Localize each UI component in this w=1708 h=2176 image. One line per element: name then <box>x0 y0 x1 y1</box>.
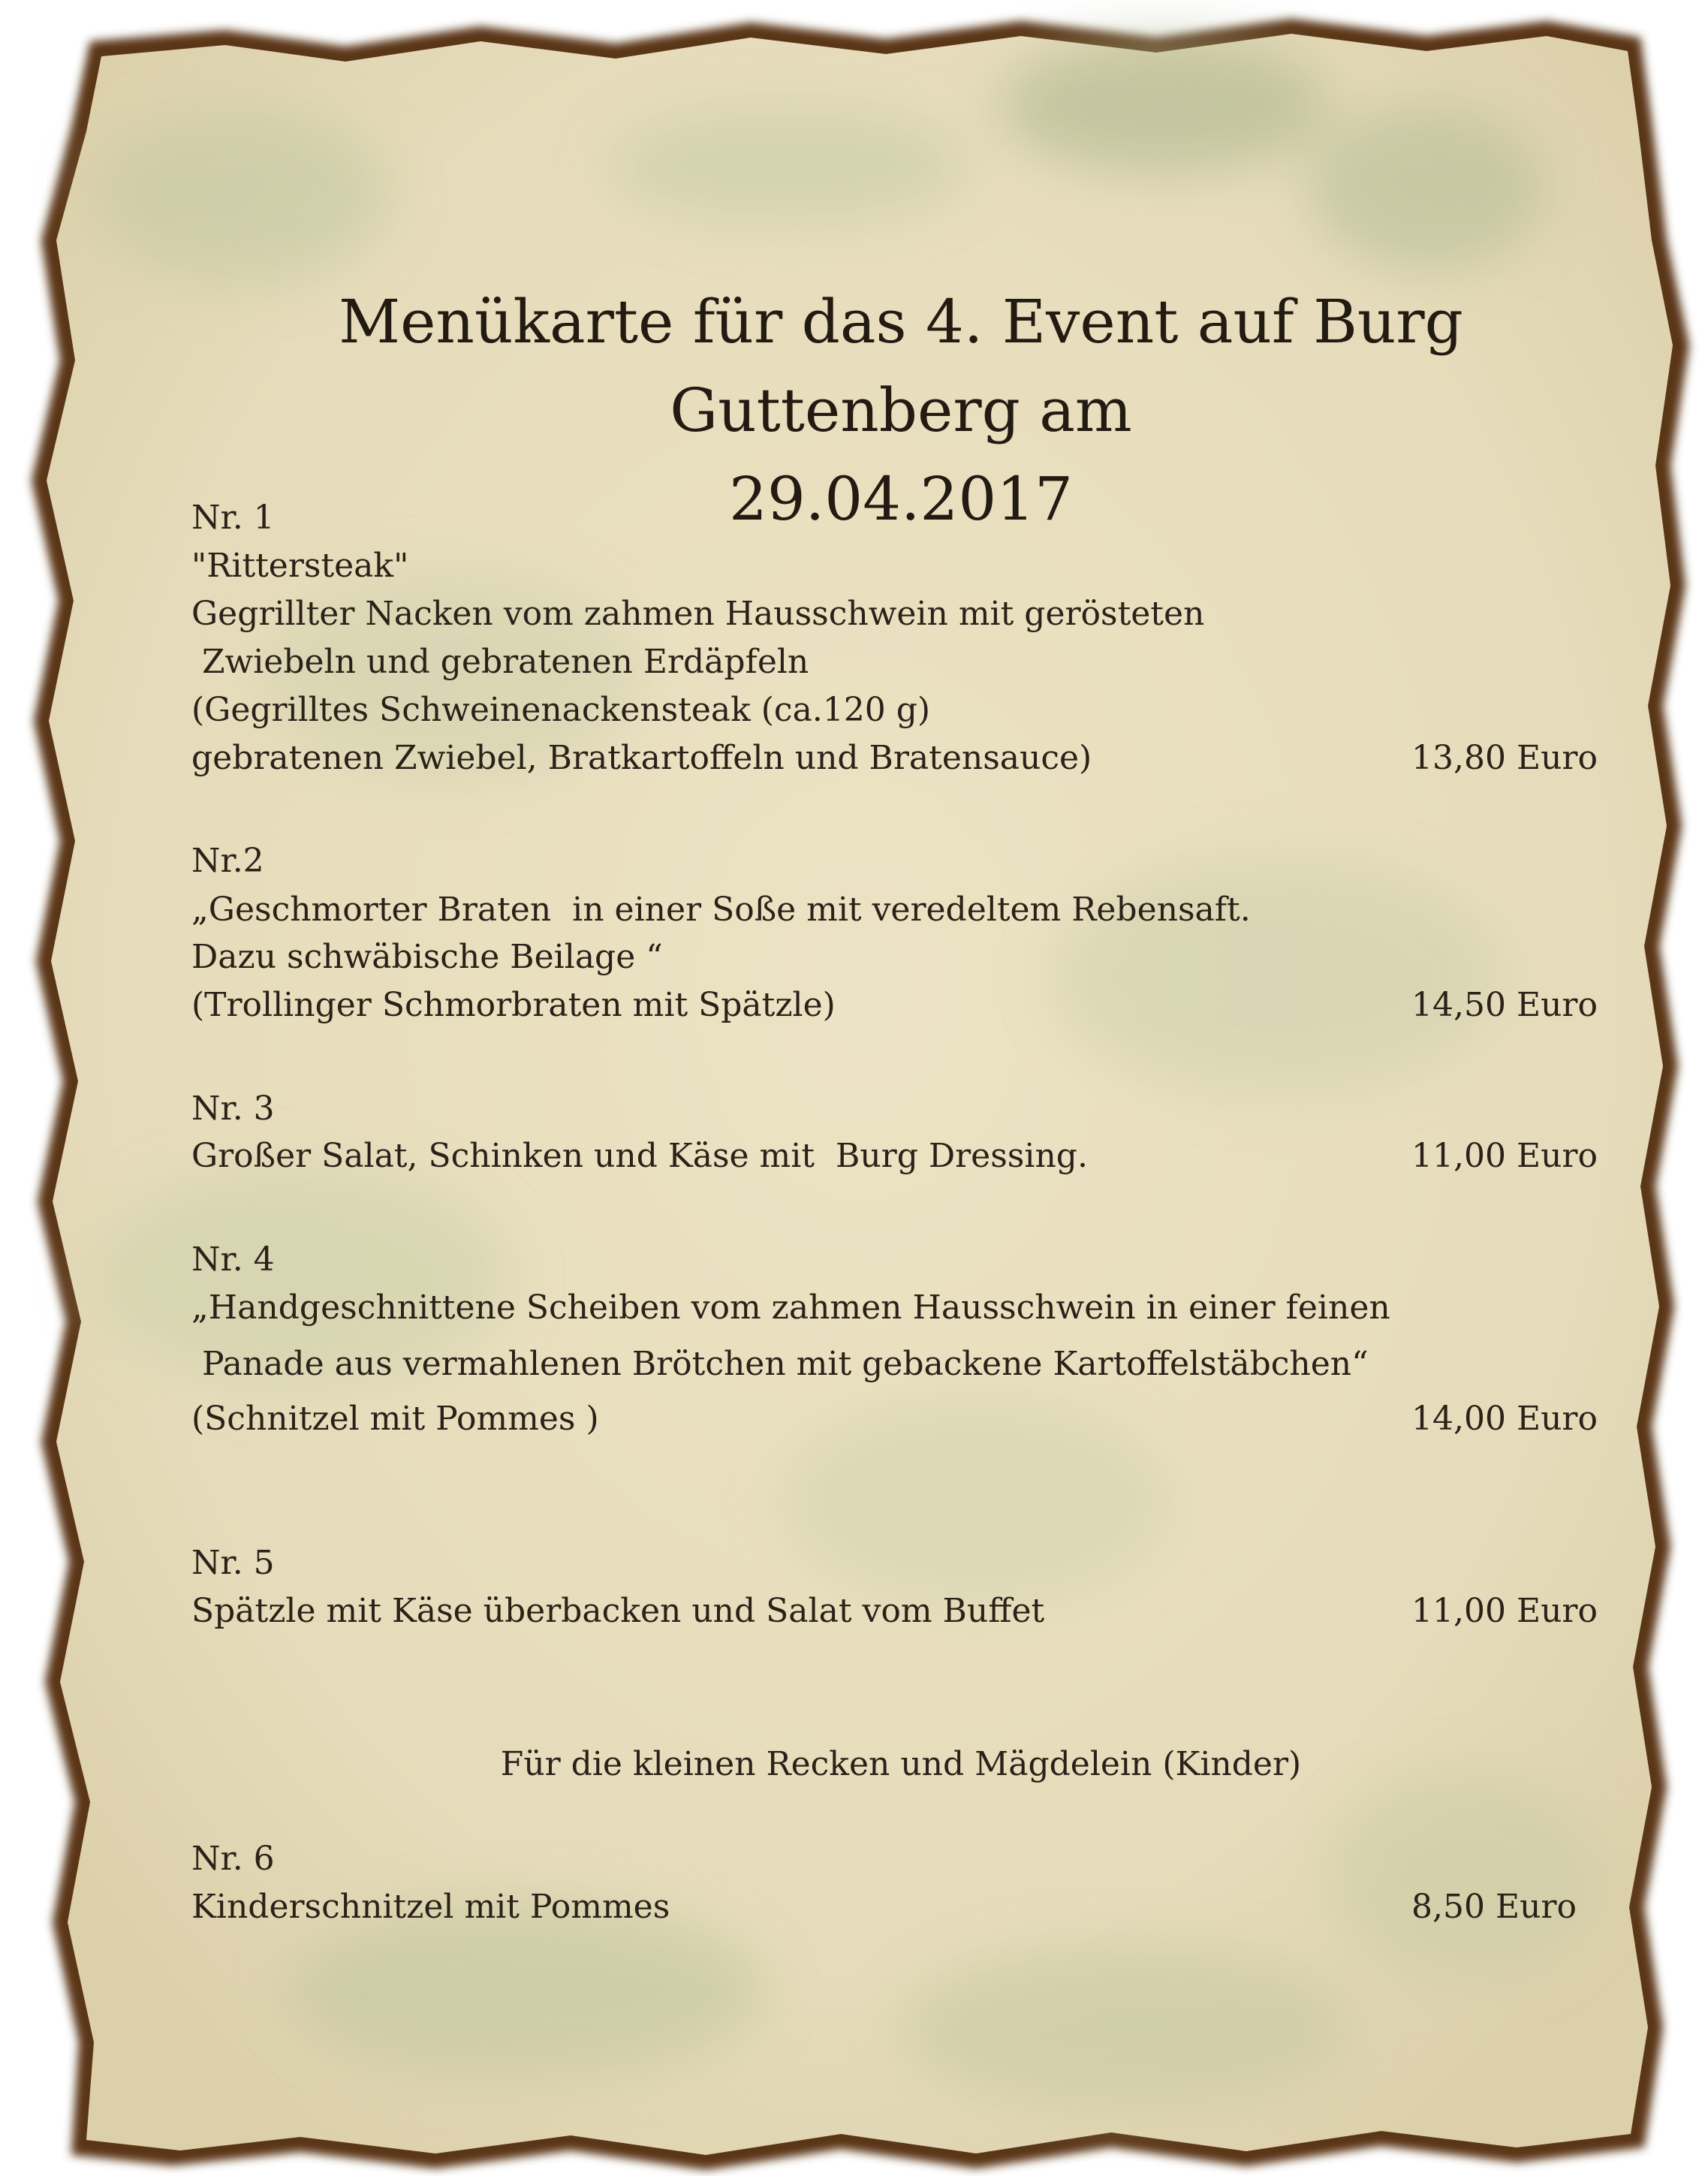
item-4-number: Nr. 4 <box>191 1240 275 1279</box>
menu-title-line-2: 29.04.2017 <box>728 464 1074 534</box>
menu-title <box>165 278 1637 544</box>
item-2-line-1: „Geschmorter Braten in einer Soße mit veredeltem Rebensaft. <box>191 891 1251 929</box>
item-6-line-1: Kinderschnitzel mit Pommes <box>191 1888 670 1926</box>
item-4-line-2: Panade aus vermahlenen Brötchen mit gebackene Kartoffelstäbchen“ <box>191 1345 1369 1383</box>
item-3-number: Nr. 3 <box>191 1090 275 1128</box>
item-1-line-4: (Gegrilltes Schweinenackensteak (ca.120 g) <box>191 691 931 729</box>
item-2-number: Nr.2 <box>191 842 264 880</box>
item-4-price: 14,00 Euro <box>1411 1400 1598 1438</box>
item-3-line-1: Großer Salat, Schinken und Käse mit Burg Dressing. <box>191 1137 1088 1175</box>
item-1-line-5: gebratenen Zwiebel, Bratkartoffeln und Bratensauce) <box>191 739 1092 777</box>
item-4-line-1: „Handgeschnittene Scheiben vom zahmen Hausschwein in einer feinen <box>191 1288 1390 1327</box>
item-5-number: Nr. 5 <box>191 1544 275 1582</box>
item-1-number: Nr. 1 <box>191 499 275 537</box>
item-4-line-3: (Schnitzel mit Pommes ) <box>191 1400 599 1438</box>
item-5-price: 11,00 Euro <box>1411 1592 1598 1630</box>
item-6-number: Nr. 6 <box>191 1840 275 1878</box>
item-2-line-2: Dazu schwäbische Beilage “ <box>191 938 663 976</box>
item-1-price: 13,80 Euro <box>1411 739 1598 777</box>
item-1-line-3: Zwiebeln und gebratenen Erdäpfeln <box>191 643 809 681</box>
item-2-line-3: (Trollinger Schmorbraten mit Spätzle) <box>191 986 836 1024</box>
item-5-line-1: Spätzle mit Käse überbacken und Salat vom Buffet <box>191 1592 1045 1630</box>
item-1-line-2: Gegrillter Nacken vom zahmen Hausschwein mit gerösteten <box>191 595 1205 633</box>
kids-section-heading: Für die kleinen Recken und Mägdelein (Kinder) <box>500 1745 1302 1783</box>
item-2-price: 14,50 Euro <box>1411 986 1598 1024</box>
menu-title-line-1: Menükarte für das 4. Event auf Burg Guttenberg am <box>339 287 1463 445</box>
item-6-price: 8,50 Euro <box>1411 1888 1577 1926</box>
item-3-price: 11,00 Euro <box>1411 1137 1598 1175</box>
item-1-line-1: "Rittersteak" <box>191 547 409 585</box>
